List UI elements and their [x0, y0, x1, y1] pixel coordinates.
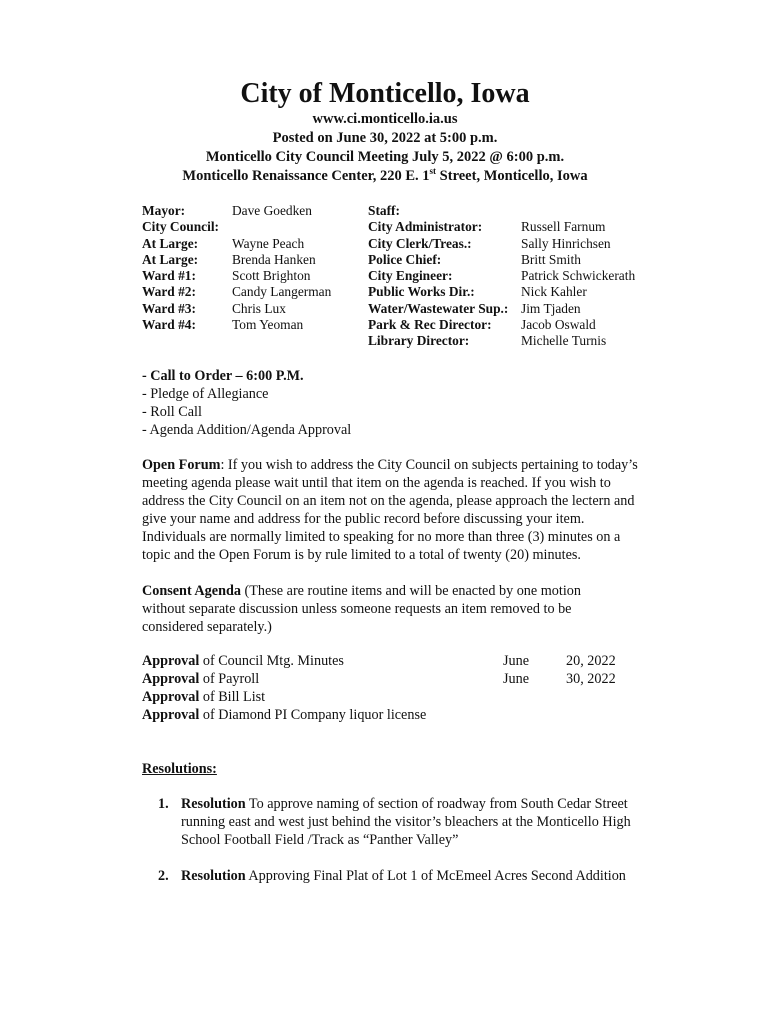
council-label: At Large:: [142, 251, 199, 267]
staff-name: Patrick Schwickerath: [521, 268, 636, 284]
staff-labels: [368, 203, 508, 350]
resolution-number: 1.: [158, 796, 169, 812]
staff-label: Public Works Dir.:: [368, 284, 475, 300]
meeting-line: Monticello City Council Meeting July 5, 2022 @ 6:00 p.m.: [205, 149, 565, 165]
posted-date: Posted on June 30, 2022 at 5:00 p.m.: [272, 130, 498, 146]
council-name: Scott Brighton: [232, 268, 311, 284]
meeting-location: Monticello Renaissance Center, 220 E. 1st Street, Monticello, Iowa: [182, 166, 588, 184]
resolution-number: 2.: [158, 868, 169, 884]
staff-label: Water/Wastewater Sup.:: [368, 300, 509, 316]
council-name: Brenda Hanken: [232, 251, 316, 267]
staff-label: Police Chief:: [368, 251, 442, 267]
order-item: - Pledge of Allegiance: [142, 386, 269, 402]
staff-name: Sally Hinrichsen: [521, 235, 611, 251]
staff-name: Britt Smith: [521, 251, 581, 267]
council-name: Wayne Peach: [232, 235, 305, 251]
resolutions-heading: Resolutions:: [142, 761, 217, 777]
council-label: Ward #3:: [142, 300, 196, 316]
council-name: [232, 219, 331, 235]
open-forum-paragraph: [142, 456, 644, 564]
open-forum-section: [142, 456, 644, 564]
consent-label: Consent Agenda: [142, 583, 241, 599]
city-website: www.ci.monticello.ia.us: [312, 111, 458, 127]
council-label: Ward #1:: [142, 268, 196, 284]
approvals-list: [142, 652, 642, 724]
order-item: - Agenda Addition/Agenda Approval: [142, 422, 352, 438]
document-header: [0, 78, 770, 186]
staff-label: City Engineer:: [368, 268, 453, 284]
staff-name: Jim Tjaden: [521, 300, 581, 316]
consent-paragraph: [142, 582, 612, 636]
council-name: Dave Goedken: [232, 203, 312, 218]
approval-item: Approval of Diamond PI Company liquor license: [142, 707, 427, 723]
open-forum-text: : If you wish to address the City Council on subjects pertaining to today’s meeting agenda please wait until that item on the agenda is reached. If you wish to address the City Council on an item not on the agenda, please approach the lectern and give your name and address for the public record before discussing your item. Individuals are normally limited to speaking for no more than three (3) minutes on a topic and the Open Forum is by rule limited to a total of twenty (20) minutes.: [142, 457, 638, 563]
approval-item: Approval of Bill List: [142, 689, 266, 705]
order-item: - Roll Call: [142, 404, 202, 420]
staff-heading: Staff:: [368, 203, 400, 218]
approval-item: Approval of Payroll June 30, 2022: [142, 671, 616, 687]
consent-agenda-section: [142, 582, 612, 636]
council-label: Ward #4:: [142, 317, 196, 333]
council-name: Candy Langerman: [232, 284, 332, 300]
staff-label: City Clerk/Treas.:: [368, 235, 472, 251]
approval-item: Approval of Council Mtg. Minutes June 20, 2022: [142, 653, 616, 669]
council-label: City Council:: [142, 219, 219, 235]
staff-label: City Administrator:: [368, 219, 483, 235]
staff-name: Nick Kahler: [521, 284, 587, 300]
resolution-item: 2. Resolution Approving Final Plat of Lot 1 of McEmeel Acres Second Addition: [158, 868, 626, 884]
staff-name: Jacob Oswald: [521, 317, 596, 333]
council-name: Chris Lux: [232, 300, 286, 316]
staff-label: Library Director:: [368, 333, 470, 349]
council-label: At Large:: [142, 235, 199, 251]
resolution-item: 1. Resolution To approve naming of section of roadway from South Cedar Street running east and west just behind the visitor’s bleachers at the Monticello High School Football Field /Track as “Panther Valley”: [158, 796, 631, 848]
city-title: City of Monticello, Iowa: [240, 78, 530, 109]
council-label: Mayor:: [142, 203, 186, 218]
approval-month: June: [503, 671, 530, 687]
staff-name: Michelle Turnis: [521, 333, 607, 349]
council-labels: [142, 203, 219, 333]
staff-label: Park & Rec Director:: [368, 317, 492, 333]
open-forum-label: Open Forum: [142, 457, 221, 473]
staff-name: Russell Farnum: [521, 219, 606, 235]
council-label: Ward #2:: [142, 284, 196, 300]
council-names: [232, 203, 331, 333]
council-name: Tom Yeoman: [232, 317, 304, 333]
approval-month: June: [503, 653, 530, 669]
approval-date: 20, 2022: [566, 653, 616, 669]
approval-date: 30, 2022: [566, 671, 616, 687]
order-section: [142, 367, 642, 439]
officers-section: [142, 203, 662, 353]
call-to-order: - Call to Order – 6:00 P.M.: [142, 368, 304, 384]
staff-names: [521, 203, 635, 350]
consent-text: (These are routine items and will be enacted by one motion without separate discussion unless someone requests an item removed to be considered separately.): [142, 583, 581, 635]
